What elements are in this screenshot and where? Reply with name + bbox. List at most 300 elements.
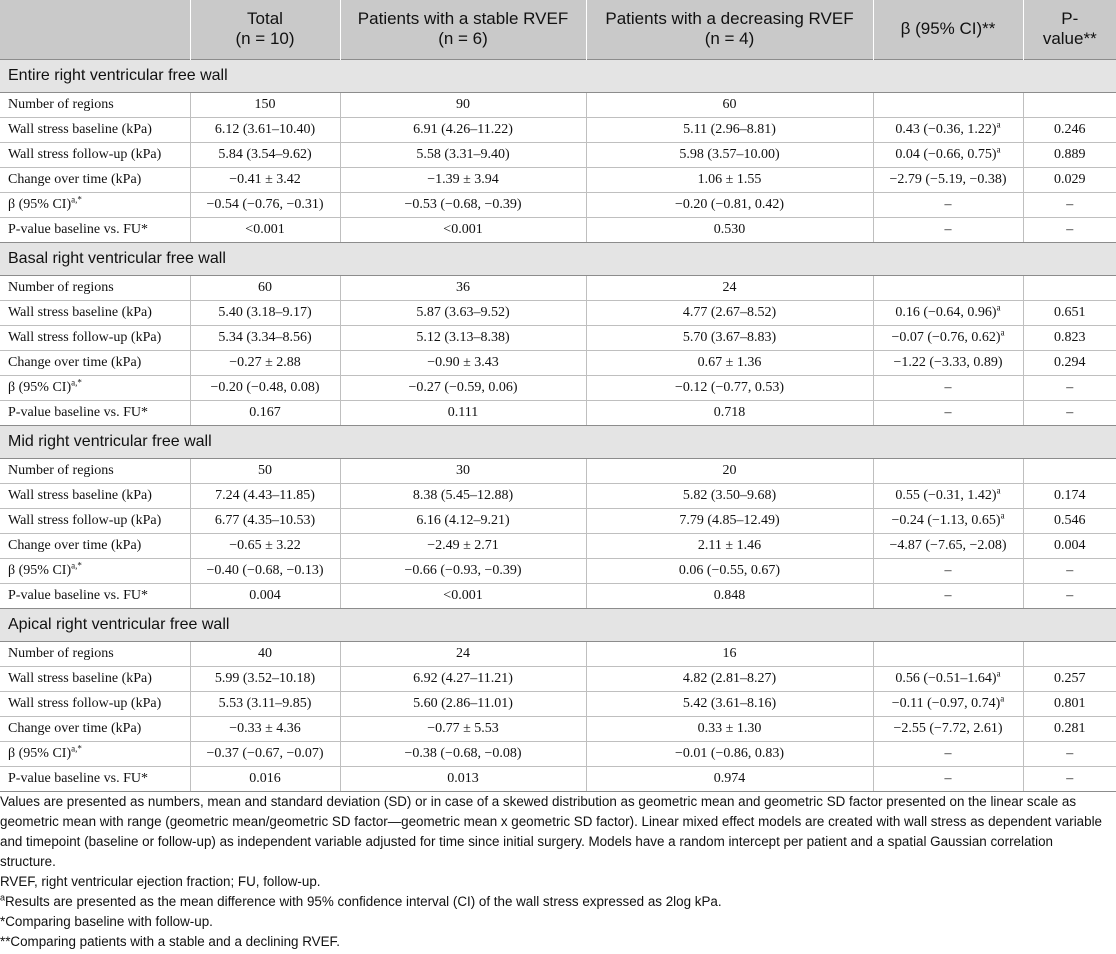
beta-cell xyxy=(873,350,1023,375)
decreasing-rvef-cell xyxy=(586,167,873,192)
stable-rvef-cell xyxy=(340,666,586,691)
table-row xyxy=(0,92,1116,117)
total-cell xyxy=(190,641,340,666)
total-cell-text: 150 xyxy=(254,96,276,112)
decreasing-rvef-cell xyxy=(586,583,873,608)
total-cell-text: 5.34 (3.34–8.56) xyxy=(218,329,312,345)
table-row xyxy=(0,583,1116,608)
header-line1: Patients with a decreasing RVEF xyxy=(605,9,854,29)
p-value-cell-text: 0.651 xyxy=(1054,304,1086,320)
total-cell-text: 5.40 (3.18–9.17) xyxy=(218,304,312,320)
footnote-a-text: Results are presented as the mean difference with 95% confidence interval (CI) of the wall stress expressed as 2log kPa. xyxy=(5,894,722,909)
row-label xyxy=(0,458,190,483)
stable-rvef-cell-text: 8.38 (5.45–12.88) xyxy=(412,487,514,503)
total-cell-text: −0.27 ± 2.88 xyxy=(229,354,301,370)
stable-rvef-cell xyxy=(340,400,586,425)
p-value-cell xyxy=(1023,300,1116,325)
section-row xyxy=(0,242,1116,275)
section-row xyxy=(0,608,1116,641)
stable-rvef-cell xyxy=(340,192,586,217)
beta-cell-text: −2.55 (−7.72, 2.61) xyxy=(893,720,1003,736)
row-label xyxy=(0,533,190,558)
decreasing-rvef-cell-text: 7.79 (4.85–12.49) xyxy=(679,512,780,528)
header-total xyxy=(190,0,340,59)
beta-cell-superscript: a xyxy=(996,484,1001,495)
row-label-text: Change over time (kPa) xyxy=(8,537,142,553)
total-cell xyxy=(190,350,340,375)
p-value-cell xyxy=(1023,741,1116,766)
stable-rvef-cell-text: −0.27 (−0.59, 0.06) xyxy=(408,379,518,395)
stable-rvef-cell xyxy=(340,142,586,167)
p-value-cell-text: 0.029 xyxy=(1054,171,1086,187)
table-row xyxy=(0,666,1116,691)
stable-rvef-cell xyxy=(340,483,586,508)
decreasing-rvef-cell xyxy=(586,300,873,325)
beta-cell-text: – xyxy=(944,196,952,212)
total-cell-text: −0.41 ± 3.42 xyxy=(229,171,301,187)
table-row xyxy=(0,275,1116,300)
decreasing-rvef-cell xyxy=(586,483,873,508)
p-value-cell xyxy=(1023,583,1116,608)
stable-rvef-cell-text: 5.12 (3.13–8.38) xyxy=(416,329,510,345)
table-row xyxy=(0,741,1116,766)
total-cell xyxy=(190,92,340,117)
decreasing-rvef-cell xyxy=(586,275,873,300)
p-value-cell-text: 0.546 xyxy=(1054,512,1086,528)
row-label xyxy=(0,741,190,766)
row-label-text: Wall stress baseline (kPa) xyxy=(8,121,152,137)
beta-cell-superscript: a xyxy=(1000,326,1005,337)
row-label-text: P-value baseline vs. FU* xyxy=(8,404,148,420)
beta-cell-text: – xyxy=(944,587,952,603)
decreasing-rvef-cell xyxy=(586,400,873,425)
beta-cell xyxy=(873,458,1023,483)
row-label xyxy=(0,217,190,242)
beta-cell xyxy=(873,217,1023,242)
section-title: Mid right ventricular free wall xyxy=(0,425,1116,458)
p-value-cell xyxy=(1023,766,1116,791)
decreasing-rvef-cell-text: 0.06 (−0.55, 0.67) xyxy=(678,562,781,578)
beta-cell-text: – xyxy=(944,404,952,420)
total-cell-text: 0.004 xyxy=(249,587,281,603)
p-value-cell-text: 0.246 xyxy=(1054,121,1086,137)
p-value-cell-text: 0.257 xyxy=(1054,670,1086,686)
decreasing-rvef-cell xyxy=(586,558,873,583)
total-cell-text: −0.65 ± 3.22 xyxy=(229,537,301,553)
row-label xyxy=(0,558,190,583)
total-cell-text: 6.12 (3.61–10.40) xyxy=(214,121,316,137)
row-label xyxy=(0,117,190,142)
decreasing-rvef-cell-text: 0.33 ± 1.30 xyxy=(697,720,762,736)
p-value-cell xyxy=(1023,641,1116,666)
total-cell xyxy=(190,142,340,167)
decreasing-rvef-cell xyxy=(586,375,873,400)
total-cell xyxy=(190,217,340,242)
beta-cell-superscript: a xyxy=(996,667,1001,678)
p-value-cell xyxy=(1023,691,1116,716)
stable-rvef-cell xyxy=(340,716,586,741)
beta-cell-text: 0.04 (−0.66, 0.75) xyxy=(895,146,997,162)
beta-cell-text: −0.07 (−0.76, 0.62) xyxy=(891,329,1001,345)
beta-cell-superscript: a xyxy=(1000,692,1005,703)
p-value-cell-text: – xyxy=(1066,562,1074,578)
p-value-cell xyxy=(1023,192,1116,217)
stable-rvef-cell-text: −0.77 ± 5.53 xyxy=(427,720,499,736)
decreasing-rvef-cell xyxy=(586,92,873,117)
row-label xyxy=(0,716,190,741)
row-label-text: Wall stress follow-up (kPa) xyxy=(8,695,162,711)
decreasing-rvef-cell xyxy=(586,508,873,533)
total-cell-text: 50 xyxy=(258,462,272,478)
stable-rvef-cell xyxy=(340,350,586,375)
stable-rvef-cell xyxy=(340,741,586,766)
header-label xyxy=(0,0,190,59)
total-cell-text: 5.99 (3.52–10.18) xyxy=(214,670,316,686)
row-label-superscript: a,* xyxy=(71,376,82,387)
row-label xyxy=(0,691,190,716)
decreasing-rvef-cell xyxy=(586,350,873,375)
decreasing-rvef-cell xyxy=(586,192,873,217)
stable-rvef-cell-text: −0.66 (−0.93, −0.39) xyxy=(404,562,522,578)
stable-rvef-cell-text: 24 xyxy=(456,645,470,661)
beta-cell xyxy=(873,325,1023,350)
stable-rvef-cell-text: 5.60 (2.86–11.01) xyxy=(413,695,513,711)
row-label xyxy=(0,142,190,167)
stable-rvef-cell-text: 6.16 (4.12–9.21) xyxy=(416,512,510,528)
total-cell-text: 7.24 (4.43–11.85) xyxy=(215,487,315,503)
total-cell xyxy=(190,275,340,300)
row-label-text: Wall stress baseline (kPa) xyxy=(8,304,152,320)
p-value-cell xyxy=(1023,350,1116,375)
row-label-superscript: a,* xyxy=(71,742,82,753)
row-label-text: Wall stress baseline (kPa) xyxy=(8,670,152,686)
row-label xyxy=(0,275,190,300)
decreasing-rvef-cell-text: 5.70 (3.67–8.83) xyxy=(682,329,777,345)
stable-rvef-cell xyxy=(340,558,586,583)
p-value-cell xyxy=(1023,400,1116,425)
total-cell-text: 60 xyxy=(258,279,272,295)
total-cell-text: 0.167 xyxy=(249,404,281,420)
row-label-text: Wall stress follow-up (kPa) xyxy=(8,329,162,345)
row-label-text: Number of regions xyxy=(8,279,114,295)
section-title: Apical right ventricular free wall xyxy=(0,608,1116,641)
row-label xyxy=(0,508,190,533)
decreasing-rvef-cell xyxy=(586,691,873,716)
p-value-cell xyxy=(1023,716,1116,741)
beta-cell-text: −2.79 (−5.19, −0.38) xyxy=(889,171,1007,187)
decreasing-rvef-cell-text: 5.11 (2.96–8.81) xyxy=(683,121,776,137)
footnote-double-star: **Comparing patients with a stable and a declining RVEF. xyxy=(0,934,340,949)
header-line1: Total xyxy=(247,9,283,29)
table-row xyxy=(0,483,1116,508)
decreasing-rvef-cell-text: −0.12 (−0.77, 0.53) xyxy=(674,379,785,395)
beta-cell xyxy=(873,766,1023,791)
beta-cell-text: −1.22 (−3.33, 0.89) xyxy=(893,354,1003,370)
total-cell-text: −0.33 ± 4.36 xyxy=(229,720,301,736)
decreasing-rvef-cell-text: 5.42 (3.61–8.16) xyxy=(682,695,777,711)
decreasing-rvef-cell xyxy=(586,325,873,350)
row-label xyxy=(0,325,190,350)
beta-cell xyxy=(873,641,1023,666)
decreasing-rvef-cell-text: 0.530 xyxy=(713,221,746,237)
decreasing-rvef-cell-text: 24 xyxy=(722,279,737,295)
beta-cell xyxy=(873,117,1023,142)
p-value-cell xyxy=(1023,666,1116,691)
stable-rvef-cell xyxy=(340,533,586,558)
beta-cell xyxy=(873,666,1023,691)
row-label-text: β (95% CI) xyxy=(8,745,72,761)
total-cell xyxy=(190,300,340,325)
decreasing-rvef-cell xyxy=(586,117,873,142)
decreasing-rvef-cell-text: 5.98 (3.57–10.00) xyxy=(679,146,780,162)
stable-rvef-cell xyxy=(340,458,586,483)
beta-cell-superscript: a xyxy=(996,118,1001,129)
row-label xyxy=(0,766,190,791)
table-row xyxy=(0,458,1116,483)
beta-cell xyxy=(873,716,1023,741)
stable-rvef-cell xyxy=(340,641,586,666)
stable-rvef-cell xyxy=(340,325,586,350)
beta-cell-text: – xyxy=(944,770,952,786)
row-label-superscript: a,* xyxy=(71,559,82,570)
beta-cell xyxy=(873,142,1023,167)
total-cell-text: −0.40 (−0.68, −0.13) xyxy=(206,562,324,578)
stable-rvef-cell-text: −0.38 (−0.68, −0.08) xyxy=(404,745,522,761)
row-label xyxy=(0,666,190,691)
stable-rvef-cell-text: 0.111 xyxy=(447,404,479,420)
p-value-cell xyxy=(1023,92,1116,117)
row-label-text: Wall stress follow-up (kPa) xyxy=(8,146,162,162)
total-cell-text: 5.53 (3.11–9.85) xyxy=(218,695,312,711)
table-footnotes xyxy=(0,792,1110,952)
total-cell xyxy=(190,325,340,350)
stable-rvef-cell-text: −0.53 (−0.68, −0.39) xyxy=(404,196,522,212)
stable-rvef-cell xyxy=(340,583,586,608)
row-label xyxy=(0,92,190,117)
beta-cell-text: 0.56 (−0.51–1.64) xyxy=(895,670,997,686)
row-label-text: β (95% CI) xyxy=(8,196,72,212)
total-cell xyxy=(190,691,340,716)
total-cell-text: 5.84 (3.54–9.62) xyxy=(218,146,312,162)
row-label xyxy=(0,400,190,425)
total-cell-text: 6.77 (4.35–10.53) xyxy=(214,512,316,528)
total-cell xyxy=(190,117,340,142)
table-row xyxy=(0,192,1116,217)
beta-cell-text: −0.11 (−0.97, 0.74) xyxy=(891,695,1001,711)
row-label-text: Change over time (kPa) xyxy=(8,354,142,370)
decreasing-rvef-cell xyxy=(586,533,873,558)
footnote-a xyxy=(0,892,1110,912)
decreasing-rvef-cell-text: 0.718 xyxy=(713,404,746,420)
row-label-text: P-value baseline vs. FU* xyxy=(8,587,148,603)
total-cell-text: −0.54 (−0.76, −0.31) xyxy=(206,196,324,212)
p-value-cell-text: 0.281 xyxy=(1054,720,1086,736)
header-line2: value** xyxy=(1042,29,1097,49)
beta-cell-text: 0.16 (−0.64, 0.96) xyxy=(895,304,997,320)
table-row xyxy=(0,641,1116,666)
stable-rvef-cell xyxy=(340,300,586,325)
header-line1: β (95% CI)** xyxy=(900,19,996,39)
total-cell xyxy=(190,483,340,508)
row-label xyxy=(0,300,190,325)
row-label xyxy=(0,375,190,400)
stable-rvef-cell-text: <0.001 xyxy=(443,587,483,603)
decreasing-rvef-cell xyxy=(586,716,873,741)
header-beta xyxy=(873,0,1023,59)
p-value-cell-text: 0.174 xyxy=(1054,487,1086,503)
table-row xyxy=(0,217,1116,242)
row-label-text: Wall stress follow-up (kPa) xyxy=(8,512,162,528)
stable-rvef-cell xyxy=(340,508,586,533)
stable-rvef-cell xyxy=(340,275,586,300)
p-value-cell-text: – xyxy=(1066,587,1074,603)
footnote-values: Values are presented as numbers, mean and standard deviation (SD) or in case of a skewed distribution as geometric mean and geometric SD factor presented on the linear scale as geometric mean with range (geometric mean/geometric SD factor—geometric mean x geometric SD factor). Linear mixed effect models are created with wall stress as dependent variable and timepoint (baseline or follow-up) as independent variable adjusted for time since initial surgery. Models have a random intercept per patient and a spatial Gaussian correlation structure. xyxy=(0,794,1102,869)
beta-cell xyxy=(873,300,1023,325)
total-cell xyxy=(190,458,340,483)
row-label-text: P-value baseline vs. FU* xyxy=(8,221,148,237)
row-label-text: Change over time (kPa) xyxy=(8,171,142,187)
decreasing-rvef-cell-text: 16 xyxy=(722,645,737,661)
p-value-cell xyxy=(1023,483,1116,508)
decreasing-rvef-cell xyxy=(586,142,873,167)
row-label xyxy=(0,192,190,217)
decreasing-rvef-cell xyxy=(586,766,873,791)
p-value-cell xyxy=(1023,325,1116,350)
p-value-cell-text: 0.889 xyxy=(1054,146,1086,162)
beta-cell xyxy=(873,167,1023,192)
row-label-text: Number of regions xyxy=(8,462,114,478)
beta-cell-text: −4.87 (−7.65, −2.08) xyxy=(889,537,1007,553)
beta-cell xyxy=(873,275,1023,300)
header-line2: (n = 4) xyxy=(704,29,755,49)
total-cell-text: 0.016 xyxy=(249,770,281,786)
p-value-cell-text: – xyxy=(1066,379,1074,395)
table-row xyxy=(0,300,1116,325)
beta-cell-text: – xyxy=(944,221,952,237)
beta-cell xyxy=(873,375,1023,400)
decreasing-rvef-cell-text: −0.01 (−0.86, 0.83) xyxy=(674,745,785,761)
stable-rvef-cell xyxy=(340,92,586,117)
table-row xyxy=(0,558,1116,583)
decreasing-rvef-cell-text: 0.67 ± 1.36 xyxy=(697,354,762,370)
total-cell xyxy=(190,375,340,400)
footnote-abbreviations: RVEF, right ventricular ejection fraction; FU, follow-up. xyxy=(0,874,321,889)
table-row xyxy=(0,508,1116,533)
table-body xyxy=(0,59,1116,791)
total-cell xyxy=(190,583,340,608)
table-row xyxy=(0,400,1116,425)
stable-rvef-cell-text: 6.92 (4.27–11.21) xyxy=(413,670,513,686)
stable-rvef-cell xyxy=(340,766,586,791)
total-cell xyxy=(190,508,340,533)
stable-rvef-cell-text: −0.90 ± 3.43 xyxy=(427,354,499,370)
decreasing-rvef-cell-text: 0.848 xyxy=(713,587,746,603)
total-cell xyxy=(190,716,340,741)
section-row xyxy=(0,425,1116,458)
stable-rvef-cell-text: 90 xyxy=(456,96,470,112)
p-value-cell-text: – xyxy=(1066,770,1074,786)
total-cell xyxy=(190,533,340,558)
row-label xyxy=(0,483,190,508)
row-label-text: Number of regions xyxy=(8,96,114,112)
total-cell-text: 40 xyxy=(258,645,272,661)
decreasing-rvef-cell-text: 4.77 (2.67–8.52) xyxy=(682,304,777,320)
beta-cell-text: – xyxy=(944,745,952,761)
row-label-text: β (95% CI) xyxy=(8,379,72,395)
decreasing-rvef-cell xyxy=(586,741,873,766)
section-title: Entire right ventricular free wall xyxy=(0,59,1116,92)
beta-cell xyxy=(873,92,1023,117)
p-value-cell xyxy=(1023,558,1116,583)
stable-rvef-cell-text: −2.49 ± 2.71 xyxy=(427,537,499,553)
total-cell-text: −0.20 (−0.48, 0.08) xyxy=(210,379,320,395)
row-label xyxy=(0,350,190,375)
decreasing-rvef-cell xyxy=(586,641,873,666)
p-value-cell-text: – xyxy=(1066,404,1074,420)
table-row xyxy=(0,350,1116,375)
decreasing-rvef-cell-text: 20 xyxy=(722,462,737,478)
section-row xyxy=(0,59,1116,92)
header-line2: (n = 6) xyxy=(438,29,488,49)
beta-cell-text: – xyxy=(944,379,952,395)
p-value-cell xyxy=(1023,167,1116,192)
p-value-cell-text: – xyxy=(1066,196,1074,212)
decreasing-rvef-cell xyxy=(586,458,873,483)
p-value-cell-text: – xyxy=(1066,745,1074,761)
total-cell xyxy=(190,741,340,766)
row-label xyxy=(0,641,190,666)
header-line1: Patients with a stable RVEF xyxy=(357,9,569,29)
row-label-text: Change over time (kPa) xyxy=(8,720,142,736)
total-cell xyxy=(190,400,340,425)
beta-cell xyxy=(873,508,1023,533)
total-cell-text: <0.001 xyxy=(245,221,285,237)
table-row xyxy=(0,766,1116,791)
beta-cell xyxy=(873,691,1023,716)
header-p-value xyxy=(1023,0,1116,59)
decreasing-rvef-cell-text: 0.974 xyxy=(713,770,746,786)
beta-cell xyxy=(873,583,1023,608)
beta-cell xyxy=(873,400,1023,425)
beta-cell xyxy=(873,533,1023,558)
stable-rvef-cell-text: −1.39 ± 3.94 xyxy=(427,171,499,187)
beta-cell xyxy=(873,558,1023,583)
stable-rvef-cell-text: 30 xyxy=(456,462,470,478)
table-row xyxy=(0,167,1116,192)
p-value-cell-text: 0.823 xyxy=(1054,329,1086,345)
beta-cell-superscript: a xyxy=(996,301,1001,312)
decreasing-rvef-cell xyxy=(586,666,873,691)
row-label xyxy=(0,583,190,608)
total-cell-text: −0.37 (−0.67, −0.07) xyxy=(206,745,324,761)
decreasing-rvef-cell-text: 4.82 (2.81–8.27) xyxy=(682,670,777,686)
header-decreasing-rvef xyxy=(586,0,873,59)
p-value-cell xyxy=(1023,117,1116,142)
p-value-cell xyxy=(1023,142,1116,167)
table-row xyxy=(0,716,1116,741)
beta-cell-superscript: a xyxy=(1000,509,1005,520)
table-row xyxy=(0,325,1116,350)
beta-cell-text: 0.55 (−0.31, 1.42) xyxy=(895,487,997,503)
footnote-star: *Comparing baseline with follow-up. xyxy=(0,914,213,929)
header-stable-rvef xyxy=(340,0,586,59)
stable-rvef-cell xyxy=(340,167,586,192)
stable-rvef-cell-text: 6.91 (4.26–11.22) xyxy=(413,121,513,137)
p-value-cell xyxy=(1023,375,1116,400)
row-label-superscript: a,* xyxy=(71,193,82,204)
total-cell xyxy=(190,558,340,583)
beta-cell-text: −0.24 (−1.13, 0.65) xyxy=(891,512,1001,528)
